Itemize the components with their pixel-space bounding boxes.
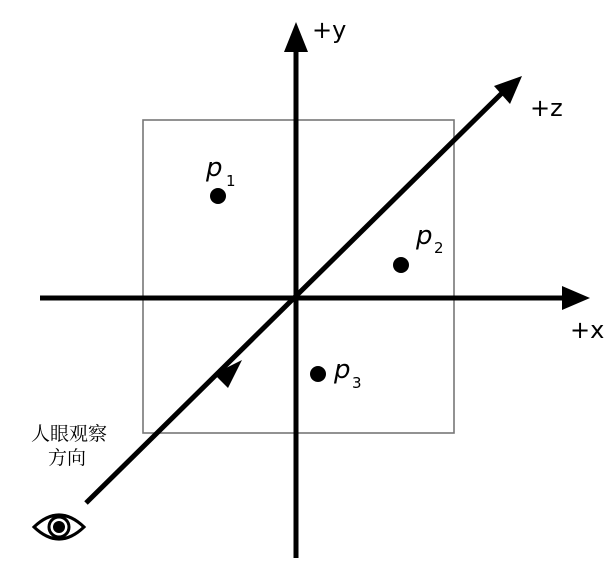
point-p2-label: p bbox=[416, 221, 433, 251]
point-p1-dot bbox=[210, 188, 226, 204]
y-axis-label: +y bbox=[312, 16, 347, 44]
point-p1-subscript: 1 bbox=[226, 172, 236, 190]
eye-icon bbox=[34, 515, 84, 539]
point-p3-label: p bbox=[334, 355, 351, 385]
z-axis-label: +z bbox=[530, 94, 563, 122]
point-p3-dot bbox=[310, 366, 326, 382]
viewer-caption-line1: 人眼观察 bbox=[31, 423, 108, 445]
point-p3-subscript: 3 bbox=[352, 374, 362, 392]
point-p1-label: p bbox=[206, 153, 223, 183]
point-p2-subscript: 2 bbox=[434, 239, 444, 257]
viewer-caption-line2: 方向 bbox=[48, 447, 87, 469]
y-axis-arrowhead bbox=[284, 22, 308, 52]
x-axis-label: +x bbox=[570, 316, 605, 344]
x-axis-arrowhead bbox=[562, 286, 590, 310]
point-p2-dot bbox=[393, 257, 409, 273]
